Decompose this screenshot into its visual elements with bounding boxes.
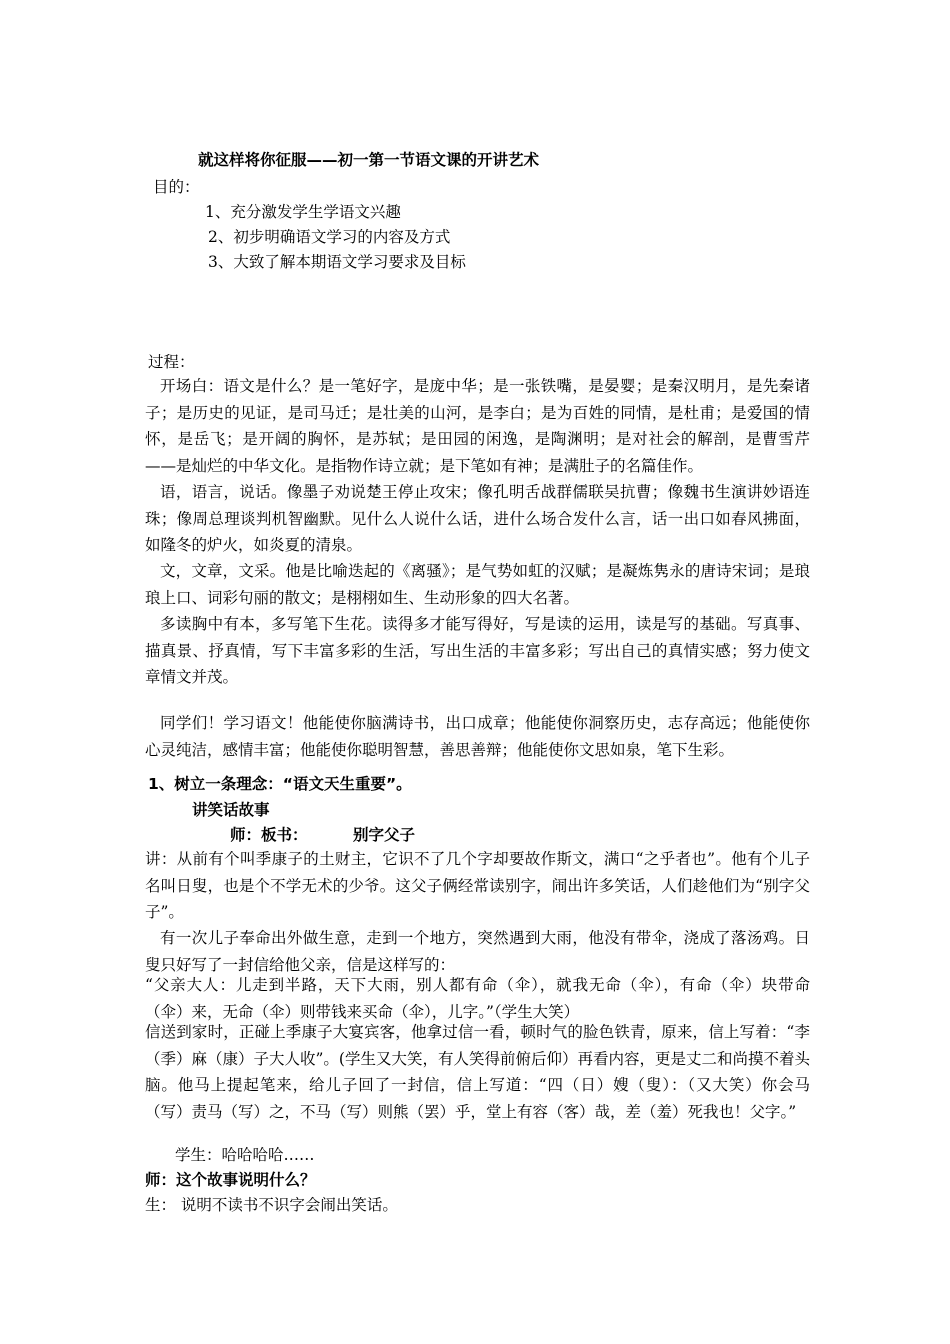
paragraph-writing: 文，文章，文采。他是比喻迭起的《离骚》；是气势如虹的汉赋；是凝炼隽永的唐诗宋词；是琅琅上口、词彩句丽的散文；是栩栩如生、生动形象的四大名著。 xyxy=(145,562,810,607)
paragraph-language: 语，语言，说话。像墨子劝说楚王停止攻宋；像孔明舌战群儒联吴抗曹；像魏书生演讲妙语连珠；像周总理谈判机智幽默。见什么人说什么话，进什么场合发什么言，话一出口如春风拂面，如隆冬的炉火，如炎夏的清泉。 xyxy=(145,483,810,554)
paragraph-appeal: 同学们！学习语文！他能使你脑满诗书，出口成章；他能使你洞察历史，志存高远；他能使你心灵纯洁，感情丰富；他能使你聪明智慧，善思善辩；他能使你文思如泉，笔下生彩。 xyxy=(145,714,810,759)
page-title: 就这样将你征服——初一第一节语文课的开讲艺术 xyxy=(198,151,540,169)
story-letter: “父亲大人：儿走到半路，天下大雨，别人都有命（伞），就我无命（伞），有命（伞）块带命（伞）来，无命（伞）则带钱来买命（伞），儿字。”（学生大笑） xyxy=(145,976,810,1021)
process-label: 过程： xyxy=(148,353,195,371)
student-answer: 生： 说明不读书不识字会闹出笑话。 xyxy=(145,1196,398,1214)
story-paragraph: 讲：从前有个叫季康子的土财主，它识不了几个字却要故作斯文，满口“之乎者也”。他有个儿子名叫日叟，也是个不学无术的少爷。这父子俩经常读别字，闹出许多笑话，人们趁他们为“别字父子”。 xyxy=(145,850,810,921)
purpose-label: 目的： xyxy=(153,178,200,196)
teacher-board-label: 师：板书： xyxy=(230,826,308,844)
paragraph-reading: 多读胸中有本，多写笔下生花。读得多才能写得好，写是读的运用，读是写的基础。写真事、描真景、抒真情，写下丰富多彩的生活，写出生活的丰富多彩；写出自己的真情实感；努力使文章情文并茂。 xyxy=(145,615,810,686)
goal-item: 1、充分激发学生学语文兴趣 xyxy=(205,203,401,221)
paragraph-opening: 开场白：语文是什么？是一笔好字，是庞中华；是一张铁嘴，是晏婴；是秦汉明月，是先秦诸子；是历史的见证，是司马迁；是壮美的山河，是李白；是为百姓的同情，是杜甫；是爱国的情怀，是岳飞；是开阔的胸怀，是苏轼；是田园的闲逸，是陶渊明；是对社会的解剖，是曹雪芹——是灿烂的中华文化。是指物作诗立就；是下笔如有神；是满肚子的名篇佳作。 xyxy=(145,377,810,475)
board-text: 别字父子 xyxy=(353,826,416,844)
goal-item: 3、大致了解本期语文学习要求及目标 xyxy=(208,253,466,271)
teacher-question: 师：这个故事说明什么？ xyxy=(145,1171,316,1189)
section-heading: 1、树立一条理念：“语文天生重要”。 xyxy=(148,775,412,793)
story-paragraph: 信送到家时，正碰上季康子大宴宾客，他拿过信一看，顿时气的脸色铁青，原来，信上写着：“李（季）麻（康）子大人收”。(学生又大笑，有人笑得前俯后仰）再看内容，更是丈二和尚摸不着头脑。他马上提起笔来，给儿子回了一封信，信上写道：“四（日）嫂（叟）：（又大笑）你会马（写）责马（写）之，不马（写）则熊（罢）乎，堂上有容（客）哉，差（羞）死我也！父字。” xyxy=(145,1023,810,1121)
section-subheading: 讲笑话故事 xyxy=(192,801,270,819)
story-paragraph: 有一次儿子奉命出外做生意，走到一个地方，突然遇到大雨，他没有带伞，浇成了落汤鸡。日叟只好写了一封信给他父亲，信是这样写的： xyxy=(145,929,810,974)
goal-item: 2、初步明确语文学习的内容及方式 xyxy=(208,228,451,246)
student-response: 学生：哈哈哈哈…… xyxy=(175,1146,315,1164)
